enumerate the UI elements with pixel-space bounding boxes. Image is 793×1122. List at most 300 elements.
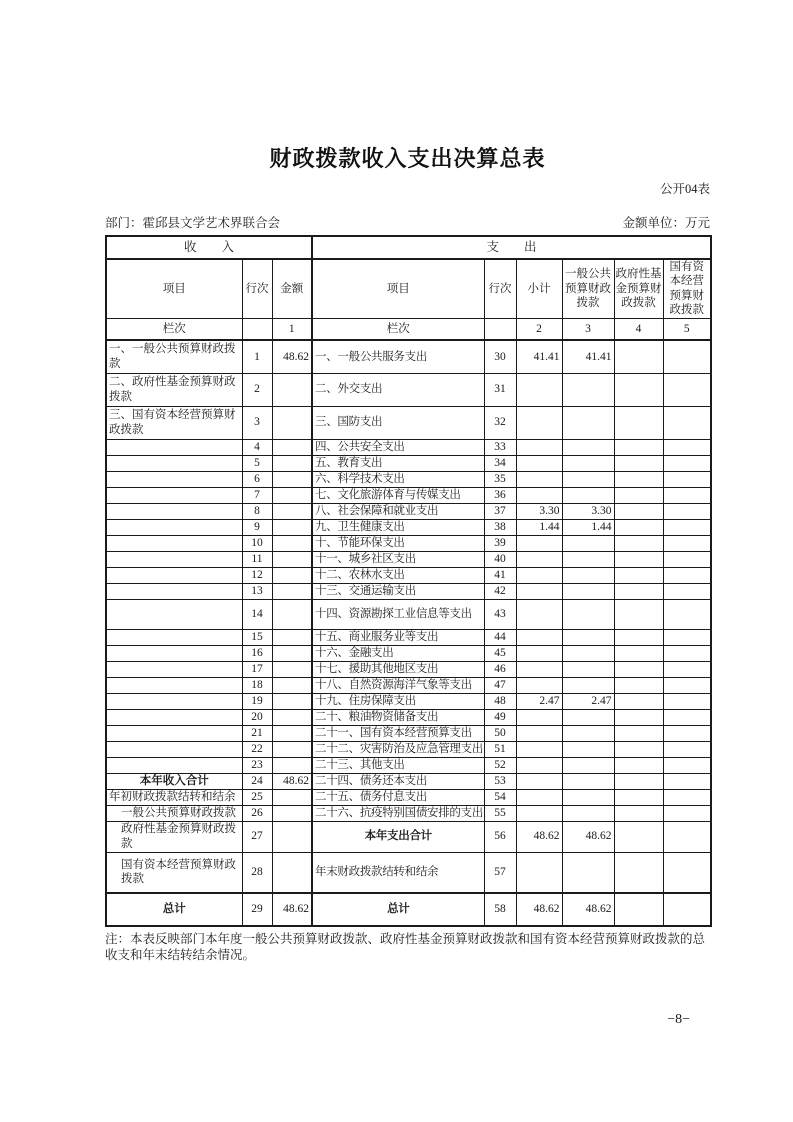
general-budget-cell bbox=[562, 725, 614, 741]
subtotal-cell: 41.41 bbox=[516, 340, 562, 373]
expense-item-cell: 总计 bbox=[312, 893, 484, 926]
income-amount-cell bbox=[272, 629, 312, 645]
expense-section-header: 支 出 bbox=[312, 236, 711, 259]
income-line-no-cell: 20 bbox=[242, 709, 272, 725]
general-budget-cell bbox=[562, 773, 614, 789]
expense-line-no-cell: 53 bbox=[484, 773, 516, 789]
income-item-cell: 年初财政拨款结转和结余 bbox=[106, 789, 242, 805]
gov-fund-cell bbox=[614, 852, 663, 893]
table-code: 公开04表 bbox=[659, 182, 710, 196]
gov-fund-cell bbox=[614, 567, 663, 583]
index-cell: 2 bbox=[516, 318, 562, 340]
state-capital-cell bbox=[663, 741, 711, 757]
expense-line-no-cell: 50 bbox=[484, 725, 516, 741]
department-label: 部门： bbox=[105, 216, 143, 230]
general-budget-cell bbox=[562, 373, 614, 406]
subtotal-cell bbox=[516, 455, 562, 471]
income-amount-cell bbox=[272, 693, 312, 709]
expense-item-cell: 二十一、国有资本经营预算支出 bbox=[312, 725, 484, 741]
column-index-row bbox=[106, 318, 711, 340]
table-row bbox=[106, 406, 711, 439]
expense-line-no-cell: 35 bbox=[484, 471, 516, 487]
expense-item-cell: 七、文化旅游体育与传媒支出 bbox=[312, 487, 484, 503]
unit-value: 万元 bbox=[684, 216, 710, 230]
income-line-no-cell: 3 bbox=[242, 406, 272, 439]
gov-fund-cell bbox=[614, 487, 663, 503]
gov-fund-cell bbox=[614, 519, 663, 535]
income-line-no-cell: 27 bbox=[242, 821, 272, 852]
expense-line-no-cell: 30 bbox=[484, 340, 516, 373]
general-budget-cell bbox=[562, 661, 614, 677]
expense-line-no-cell: 52 bbox=[484, 757, 516, 773]
income-amount-cell bbox=[272, 821, 312, 852]
state-capital-cell bbox=[663, 677, 711, 693]
subtotal-cell bbox=[516, 773, 562, 789]
table-row bbox=[106, 677, 711, 693]
general-budget-cell: 2.47 bbox=[562, 693, 614, 709]
income-amount-cell bbox=[272, 519, 312, 535]
gov-fund-cell bbox=[614, 693, 663, 709]
income-amount-cell: 48.62 bbox=[272, 773, 312, 789]
income-item-cell: 三、国有资本经营预算财政拨款 bbox=[106, 406, 242, 439]
expense-line-no-cell: 45 bbox=[484, 645, 516, 661]
income-item-cell: 政府性基金预算财政拨款 bbox=[106, 821, 242, 852]
income-line-no-cell: 5 bbox=[242, 455, 272, 471]
table-row bbox=[106, 439, 711, 455]
income-line-no-cell: 15 bbox=[242, 629, 272, 645]
table-row bbox=[106, 567, 711, 583]
state-capital-cell bbox=[663, 503, 711, 519]
gov-fund-cell bbox=[614, 583, 663, 599]
income-line-no-cell: 13 bbox=[242, 583, 272, 599]
income-item-cell bbox=[106, 629, 242, 645]
table-row bbox=[106, 725, 711, 741]
state-capital-cell bbox=[663, 893, 711, 926]
gov-fund-cell bbox=[614, 599, 663, 629]
table-row bbox=[106, 519, 711, 535]
general-budget-cell bbox=[562, 805, 614, 821]
gov-fund-cell bbox=[614, 455, 663, 471]
expense-item-cell: 本年支出合计 bbox=[312, 821, 484, 852]
income-amount-cell bbox=[272, 741, 312, 757]
general-budget-header: 一般公共预算财政拨款 bbox=[562, 259, 614, 318]
table-row bbox=[106, 340, 711, 373]
expense-line-no-cell: 44 bbox=[484, 629, 516, 645]
table-row bbox=[106, 773, 711, 789]
general-budget-cell: 48.62 bbox=[562, 893, 614, 926]
expense-line-no-cell: 48 bbox=[484, 693, 516, 709]
expense-line-no-cell: 51 bbox=[484, 741, 516, 757]
state-capital-cell bbox=[663, 629, 711, 645]
gov-fund-header: 政府性基金预算财政拨款 bbox=[614, 259, 663, 318]
table-row bbox=[106, 693, 711, 709]
expense-item-cell: 四、公共安全支出 bbox=[312, 439, 484, 455]
state-capital-cell bbox=[663, 535, 711, 551]
expense-item-cell: 二十三、其他支出 bbox=[312, 757, 484, 773]
expense-item-cell: 八、社会保障和就业支出 bbox=[312, 503, 484, 519]
gov-fund-cell bbox=[614, 757, 663, 773]
income-amount-cell bbox=[272, 805, 312, 821]
income-amount-cell: 48.62 bbox=[272, 340, 312, 373]
income-line-no-cell: 14 bbox=[242, 599, 272, 629]
gov-fund-cell bbox=[614, 805, 663, 821]
unit-label: 金额单位： bbox=[622, 216, 685, 230]
gov-fund-cell bbox=[614, 629, 663, 645]
gov-fund-cell bbox=[614, 471, 663, 487]
income-item-cell bbox=[106, 535, 242, 551]
income-line-no-cell: 19 bbox=[242, 693, 272, 709]
income-item-cell: 一、一般公共预算财政拨款 bbox=[106, 340, 242, 373]
general-budget-cell bbox=[562, 677, 614, 693]
general-budget-cell bbox=[562, 645, 614, 661]
income-item-cell bbox=[106, 709, 242, 725]
subtotal-cell bbox=[516, 583, 562, 599]
subtotal-header: 小计 bbox=[516, 259, 562, 318]
income-amount-cell bbox=[272, 535, 312, 551]
subtotal-cell bbox=[516, 852, 562, 893]
index-cell: 4 bbox=[614, 318, 663, 340]
content-area bbox=[105, 235, 710, 1028]
income-item-header: 项目 bbox=[106, 259, 242, 318]
income-item-cell bbox=[106, 503, 242, 519]
table-row bbox=[106, 893, 711, 926]
income-item-cell bbox=[106, 455, 242, 471]
income-amount-cell bbox=[272, 471, 312, 487]
expense-line-no-cell: 32 bbox=[484, 406, 516, 439]
expense-item-cell: 一、一般公共服务支出 bbox=[312, 340, 484, 373]
table-row bbox=[106, 373, 711, 406]
income-amount-cell bbox=[272, 406, 312, 439]
table-row bbox=[106, 551, 711, 567]
expense-item-cell: 十、节能环保支出 bbox=[312, 535, 484, 551]
income-amount-cell bbox=[272, 439, 312, 455]
subtotal-cell bbox=[516, 645, 562, 661]
table-row bbox=[106, 741, 711, 757]
income-item-cell bbox=[106, 519, 242, 535]
expense-item-cell: 十九、住房保障支出 bbox=[312, 693, 484, 709]
expense-item-cell: 二十四、债务还本支出 bbox=[312, 773, 484, 789]
subtotal-cell bbox=[516, 789, 562, 805]
income-item-cell: 国有资本经营预算财政拨款 bbox=[106, 852, 242, 893]
gov-fund-cell bbox=[614, 661, 663, 677]
income-item-cell bbox=[106, 661, 242, 677]
state-capital-cell bbox=[663, 551, 711, 567]
state-capital-cell bbox=[663, 693, 711, 709]
state-capital-cell bbox=[663, 821, 711, 852]
table-row bbox=[106, 805, 711, 821]
gov-fund-cell bbox=[614, 535, 663, 551]
income-line-no-cell: 28 bbox=[242, 852, 272, 893]
state-capital-cell bbox=[663, 789, 711, 805]
income-amount-cell bbox=[272, 852, 312, 893]
expense-line-no-cell: 55 bbox=[484, 805, 516, 821]
state-capital-cell bbox=[663, 599, 711, 629]
income-amount-cell bbox=[272, 567, 312, 583]
income-amount-cell: 48.62 bbox=[272, 893, 312, 926]
income-amount-header: 金额 bbox=[272, 259, 312, 318]
income-line-no-cell: 26 bbox=[242, 805, 272, 821]
gov-fund-cell bbox=[614, 821, 663, 852]
state-capital-cell bbox=[663, 852, 711, 893]
index-cell: 1 bbox=[272, 318, 312, 340]
general-budget-cell bbox=[562, 629, 614, 645]
income-item-cell bbox=[106, 583, 242, 599]
income-line-no-cell: 22 bbox=[242, 741, 272, 757]
general-budget-cell bbox=[562, 852, 614, 893]
state-capital-cell bbox=[663, 406, 711, 439]
table-row bbox=[106, 629, 711, 645]
income-amount-cell bbox=[272, 503, 312, 519]
expense-item-cell: 十四、资源勘探工业信息等支出 bbox=[312, 599, 484, 629]
general-budget-cell bbox=[562, 471, 614, 487]
expense-item-cell: 二、外交支出 bbox=[312, 373, 484, 406]
general-budget-cell bbox=[562, 455, 614, 471]
expense-line-no-cell: 38 bbox=[484, 519, 516, 535]
subtotal-cell bbox=[516, 757, 562, 773]
state-capital-cell bbox=[663, 340, 711, 373]
expense-line-no-cell: 41 bbox=[484, 567, 516, 583]
expense-line-no-cell: 47 bbox=[484, 677, 516, 693]
subtotal-cell bbox=[516, 599, 562, 629]
state-capital-cell bbox=[663, 583, 711, 599]
subtotal-cell bbox=[516, 567, 562, 583]
general-budget-cell bbox=[562, 439, 614, 455]
income-item-cell bbox=[106, 471, 242, 487]
general-budget-cell bbox=[562, 789, 614, 805]
general-budget-cell bbox=[562, 567, 614, 583]
subtotal-cell: 1.44 bbox=[516, 519, 562, 535]
fiscal-table bbox=[105, 235, 712, 927]
state-capital-cell bbox=[663, 805, 711, 821]
income-line-no-cell: 11 bbox=[242, 551, 272, 567]
state-capital-cell bbox=[663, 709, 711, 725]
expense-item-cell: 十六、金融支出 bbox=[312, 645, 484, 661]
expense-item-cell: 十五、商业服务业等支出 bbox=[312, 629, 484, 645]
table-row bbox=[106, 487, 711, 503]
expense-line-no-cell: 43 bbox=[484, 599, 516, 629]
income-item-cell bbox=[106, 693, 242, 709]
subtotal-cell bbox=[516, 535, 562, 551]
income-line-no-cell: 25 bbox=[242, 789, 272, 805]
state-capital-cell bbox=[663, 661, 711, 677]
table-row bbox=[106, 757, 711, 773]
subtotal-cell bbox=[516, 709, 562, 725]
gov-fund-cell bbox=[614, 789, 663, 805]
subtotal-cell bbox=[516, 725, 562, 741]
subtotal-cell bbox=[516, 629, 562, 645]
expense-line-no-cell: 46 bbox=[484, 661, 516, 677]
income-amount-cell bbox=[272, 789, 312, 805]
table-body bbox=[106, 340, 711, 926]
general-budget-cell: 48.62 bbox=[562, 821, 614, 852]
income-line-no-cell: 10 bbox=[242, 535, 272, 551]
expense-line-no-cell: 56 bbox=[484, 821, 516, 852]
income-line-no-cell: 21 bbox=[242, 725, 272, 741]
index-cell: 栏次 bbox=[106, 318, 242, 340]
index-cell: 3 bbox=[562, 318, 614, 340]
gov-fund-cell bbox=[614, 741, 663, 757]
income-amount-cell bbox=[272, 583, 312, 599]
income-line-no-cell: 17 bbox=[242, 661, 272, 677]
subtotal-cell bbox=[516, 805, 562, 821]
general-budget-cell bbox=[562, 741, 614, 757]
expense-line-no-header: 行次 bbox=[484, 259, 516, 318]
income-line-no-cell: 24 bbox=[242, 773, 272, 789]
state-capital-cell bbox=[663, 373, 711, 406]
gov-fund-cell bbox=[614, 373, 663, 406]
income-line-no-cell: 8 bbox=[242, 503, 272, 519]
income-line-no-cell: 12 bbox=[242, 567, 272, 583]
section-header-row bbox=[106, 236, 711, 259]
gov-fund-cell bbox=[614, 406, 663, 439]
income-line-no-cell: 9 bbox=[242, 519, 272, 535]
gov-fund-cell bbox=[614, 725, 663, 741]
general-budget-cell bbox=[562, 535, 614, 551]
general-budget-cell bbox=[562, 709, 614, 725]
income-item-cell bbox=[106, 567, 242, 583]
income-line-no-cell: 29 bbox=[242, 893, 272, 926]
gov-fund-cell bbox=[614, 645, 663, 661]
state-capital-cell bbox=[663, 757, 711, 773]
income-item-cell: 二、政府性基金预算财政拨款 bbox=[106, 373, 242, 406]
expense-line-no-cell: 49 bbox=[484, 709, 516, 725]
table-row bbox=[106, 535, 711, 551]
gov-fund-cell bbox=[614, 893, 663, 926]
general-budget-cell bbox=[562, 406, 614, 439]
table-row bbox=[106, 583, 711, 599]
index-cell bbox=[242, 318, 272, 340]
expense-item-cell: 十七、援助其他地区支出 bbox=[312, 661, 484, 677]
income-amount-cell bbox=[272, 709, 312, 725]
gov-fund-cell bbox=[614, 677, 663, 693]
income-line-no-cell: 16 bbox=[242, 645, 272, 661]
state-capital-cell bbox=[663, 487, 711, 503]
income-amount-cell bbox=[272, 599, 312, 629]
expense-line-no-cell: 42 bbox=[484, 583, 516, 599]
expense-item-cell: 十一、城乡社区支出 bbox=[312, 551, 484, 567]
footnote: 注：本表反映部门本年度一般公共预算财政拨款、政府性基金预算财政拨款和国有资本经营预算财政拨款的总收支和年末结转结余情况。 bbox=[105, 932, 706, 963]
expense-line-no-cell: 36 bbox=[484, 487, 516, 503]
table-row bbox=[106, 821, 711, 852]
state-capital-cell bbox=[663, 567, 711, 583]
expense-line-no-cell: 57 bbox=[484, 852, 516, 893]
index-cell: 5 bbox=[663, 318, 711, 340]
income-line-no-cell: 4 bbox=[242, 439, 272, 455]
unit-line bbox=[622, 213, 710, 231]
gov-fund-cell bbox=[614, 773, 663, 789]
general-budget-cell bbox=[562, 487, 614, 503]
table-row bbox=[106, 599, 711, 629]
expense-item-cell: 二十二、灾害防治及应急管理支出 bbox=[312, 741, 484, 757]
income-line-no-cell: 6 bbox=[242, 471, 272, 487]
income-item-cell: 总计 bbox=[106, 893, 242, 926]
subtotal-cell bbox=[516, 471, 562, 487]
table-row bbox=[106, 789, 711, 805]
general-budget-cell bbox=[562, 757, 614, 773]
general-budget-cell bbox=[562, 551, 614, 567]
income-amount-cell bbox=[272, 757, 312, 773]
subtotal-cell bbox=[516, 439, 562, 455]
general-budget-cell bbox=[562, 583, 614, 599]
gov-fund-cell bbox=[614, 340, 663, 373]
income-item-cell bbox=[106, 551, 242, 567]
expense-line-no-cell: 58 bbox=[484, 893, 516, 926]
income-amount-cell bbox=[272, 551, 312, 567]
table-row bbox=[106, 503, 711, 519]
expense-line-no-cell: 54 bbox=[484, 789, 516, 805]
general-budget-cell: 41.41 bbox=[562, 340, 614, 373]
expense-item-cell: 九、卫生健康支出 bbox=[312, 519, 484, 535]
page-title: 财政拨款收入支出决算总表 bbox=[269, 146, 546, 171]
income-line-no-header: 行次 bbox=[242, 259, 272, 318]
state-capital-cell bbox=[663, 455, 711, 471]
income-item-cell: 本年收入合计 bbox=[106, 773, 242, 789]
income-line-no-cell: 2 bbox=[242, 373, 272, 406]
income-amount-cell bbox=[272, 645, 312, 661]
expense-item-cell: 年末财政拨款结转和结余 bbox=[312, 852, 484, 893]
income-amount-cell bbox=[272, 661, 312, 677]
expense-item-cell: 二十五、债务付息支出 bbox=[312, 789, 484, 805]
income-amount-cell bbox=[272, 725, 312, 741]
expense-item-cell: 十三、交通运输支出 bbox=[312, 583, 484, 599]
subtotal-cell: 48.62 bbox=[516, 893, 562, 926]
column-header-row bbox=[106, 259, 711, 318]
income-amount-cell bbox=[272, 677, 312, 693]
gov-fund-cell bbox=[614, 551, 663, 567]
subtotal-cell bbox=[516, 741, 562, 757]
general-budget-cell bbox=[562, 599, 614, 629]
expense-item-cell: 二十六、抗疫特别国债安排的支出 bbox=[312, 805, 484, 821]
table-row bbox=[106, 471, 711, 487]
income-item-cell bbox=[106, 757, 242, 773]
gov-fund-cell bbox=[614, 503, 663, 519]
meta-row bbox=[105, 213, 710, 231]
income-item-cell bbox=[106, 741, 242, 757]
income-item-cell bbox=[106, 645, 242, 661]
income-item-cell: 一般公共预算财政拨款 bbox=[106, 805, 242, 821]
income-item-cell bbox=[106, 439, 242, 455]
expense-item-header: 项目 bbox=[312, 259, 484, 318]
expense-line-no-cell: 39 bbox=[484, 535, 516, 551]
expense-item-cell: 五、教育支出 bbox=[312, 455, 484, 471]
subtotal-cell bbox=[516, 677, 562, 693]
department-value: 霍邱县文学艺术界联合会 bbox=[142, 216, 281, 230]
income-amount-cell bbox=[272, 487, 312, 503]
expense-item-cell: 十八、自然资源海洋气象等支出 bbox=[312, 677, 484, 693]
state-capital-cell bbox=[663, 471, 711, 487]
income-section-header: 收 入 bbox=[106, 236, 312, 259]
department-line bbox=[105, 213, 280, 231]
income-amount-cell bbox=[272, 373, 312, 406]
expense-line-no-cell: 40 bbox=[484, 551, 516, 567]
subtotal-cell: 3.30 bbox=[516, 503, 562, 519]
expense-line-no-cell: 31 bbox=[484, 373, 516, 406]
expense-item-cell: 六、科学技术支出 bbox=[312, 471, 484, 487]
table-row bbox=[106, 645, 711, 661]
state-capital-cell bbox=[663, 725, 711, 741]
general-budget-cell: 1.44 bbox=[562, 519, 614, 535]
income-amount-cell bbox=[272, 455, 312, 471]
state-capital-cell bbox=[663, 645, 711, 661]
gov-fund-cell bbox=[614, 709, 663, 725]
subtotal-cell bbox=[516, 373, 562, 406]
income-item-cell bbox=[106, 487, 242, 503]
income-line-no-cell: 7 bbox=[242, 487, 272, 503]
index-cell bbox=[484, 318, 516, 340]
expense-line-no-cell: 37 bbox=[484, 503, 516, 519]
subtotal-cell bbox=[516, 661, 562, 677]
subtotal-cell: 2.47 bbox=[516, 693, 562, 709]
